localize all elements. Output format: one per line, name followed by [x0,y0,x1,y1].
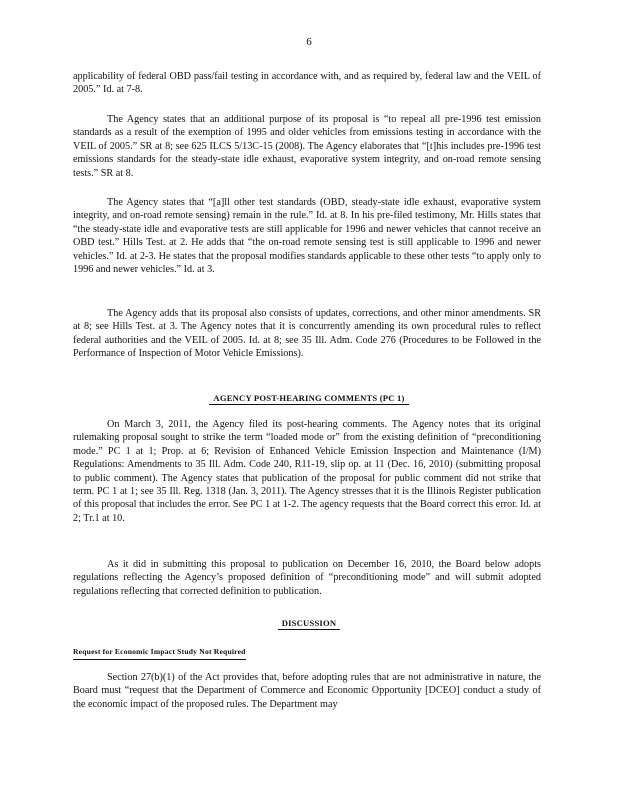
paragraph-5: On March 3, 2011, the Agency filed its post-hearing comments. The Agency notes that its original rulemaking proposal sought to strike the term “loaded mode or” from the existing definition of “preconditioning mode.” PC 1 at 1; Prop. at 6; Revision of Enhanced Vehicle Emission Inspection and Maintenance (I/M) Regulations: Amendments to 35 Ill. Adm. Code 240, R11-19, slip op. at 11 (Dec. 16, 2010) (submitting proposal to public comment). The Agency states that publication of the proposal for public comment did not strike that term. PC 1 at 1; see 35 Ill. Reg. 1318 (Jan. 3, 2011). The Agency stresses that it is the Illinois Register publication of this proposal that includes the error. See PC 1 at 1-2. The agency requests that the Board correct this error. Id. at 2; Tr.1 at 10. [73,419,541,524]
paragraph-3: The Agency states that “[a]ll other test standards (OBD, steady-state idle exhaust, evaporative system integrity, and on-road remote sensing) remain in the rule.” Id. at 8. In his pre-filed testimony, Mr. Hills states that “the steady-state idle and evaporative tests are still applicable for 1996 and newer vehicles that cannot receive an OBD test.” Hills Test. at 2. He adds that “the on-road remote sensing test is still applicable to 1996 and newer vehicles.” Id. at 2-3. He states that the proposal modifies standards applicable to these other tests “to apply only to 1996 and newer vehicles.” Id. at 3. [73,197,541,276]
paragraph-6: As it did in submitting this proposal to publication on December 16, 2010, the Board below adopts regulations reflecting the Agency’s proposed definition of “preconditioning mode” and will submit adopted regulations reflecting that corrected definition to publication. [73,559,541,597]
section-heading-discussion: DISCUSSION [0,617,618,630]
paragraph-2: The Agency states that an additional purpose of its proposal is “to repeal all pre-1996 test emission standards as a result of the exemption of 1995 and older vehicles from emissions testing in accordance with the VEIL of 2005.” SR at 8; see 625 ILCS 5/13C-15 (2008). The Agency elaborates that “[t]his includes pre-1996 test emissions standards for the steady-state idle exhaust, evaporative system integrity, and on-road remote sensing tests.” SR at 8. [73,114,541,179]
section-heading-agency-comments: AGENCY POST-HEARING COMMENTS (PC 1) [0,392,618,405]
page-number: 6 [306,36,312,48]
paragraph-4: The Agency adds that its proposal also consists of updates, corrections, and other minor amendments. SR at 8; see Hills Test. at 3. The Agency notes that it is concurrently amending its own procedural rules to reflect federal authorities and the VEIL of 2005. Id. at 8; see 35 Ill. Adm. Code 276 (Procedures to be Followed in the Performance of Inspection of Motor Vehicle Emissions). [73,308,541,360]
paragraph-1: applicability of federal OBD pass/fail testing in accordance with, and as required by, federal law and the VEIL of 2005.” Id. at 7-8. [73,71,541,96]
paragraph-7: Section 27(b)(1) of the Act provides that, before adopting rules that are not administrative in nature, the Board must “request that the Department of Commerce and Economic Opportunity [DCEO] conduct a study of the economic impact of the proposed rules. The Department may [73,672,541,710]
subsection-heading-economic-study: Request for Economic Impact Study Not Required [73,645,246,660]
